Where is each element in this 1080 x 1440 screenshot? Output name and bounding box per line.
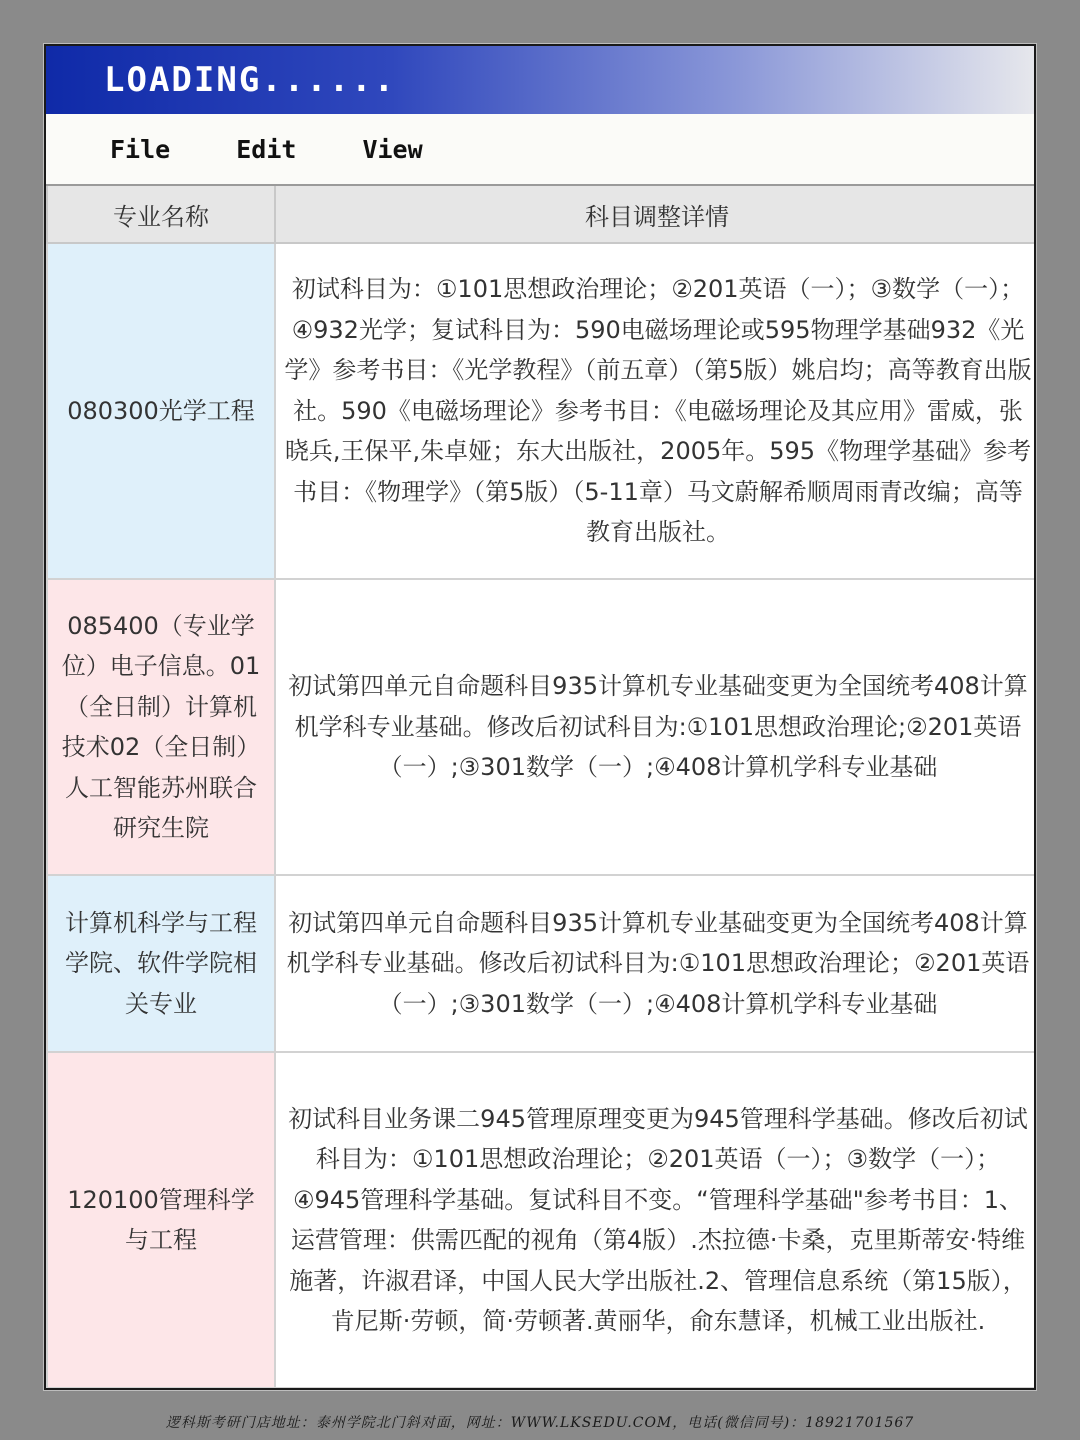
table-row: [47, 1052, 1036, 1388]
major-name-cell: 080300光学工程: [47, 243, 275, 579]
detail-cell: 初试科目为：①101思想政治理论；②201英语（一）；③数学（一）；④932光学；复试科目为：590电磁场理论或595物理学基础932《光学》参考书目：《光学教程》（前五章）（第5版）姚启均；高等教育出版社。590《电磁场理论》参考书目：《电磁场理论及其应用》雷威，张晓兵,王保平,朱卓娅；东大出版社，2005年。595《物理学基础》参考书目：《物理学》（第5版）（5-11章）马文蔚解希顺周雨青改编；高等教育出版社。: [275, 243, 1036, 579]
retro-window: [44, 44, 1036, 1390]
window-title: LOADING......: [104, 60, 397, 100]
footer-contact-info: 逻科斯考研门店地址：泰州学院北门斜对面，网址：WWW.LKSEDU.COM，电话(微信同号)：18921701567: [165, 1415, 915, 1431]
major-name-cell: 120100管理科学与工程: [47, 1052, 275, 1388]
table-row: [47, 579, 1036, 875]
header-adjustment-detail: 科目调整详情: [275, 186, 1036, 243]
major-name-cell: 计算机科学与工程学院、软件学院相关专业: [47, 875, 275, 1052]
major-name-cell: 085400（专业学位）电子信息。01（全日制）计算机技术02（全日制）人工智能苏州联合研究生院: [47, 579, 275, 875]
header-major-name: 专业名称: [47, 186, 275, 243]
subject-adjustment-table: [46, 186, 1036, 1389]
menu-file[interactable]: File: [110, 134, 171, 164]
menu-edit[interactable]: Edit: [236, 134, 297, 164]
table-row: [47, 243, 1036, 579]
title-bar[interactable]: [46, 46, 1034, 114]
menu-bar: [46, 114, 1034, 186]
detail-cell: 初试科目业务课二945管理原理变更为945管理科学基础。修改后初试科目为：①101思想政治理论；②201英语（一）；③数学（一）；④945管理科学基础。复试科目不变。“管理科学基础"参考书目：1、运营管理：供需匹配的视角（第4版）.杰拉德·卡桑，克里斯蒂安·特维施著，许淑君译，中国人民大学出版社.2、管理信息系统（第15版），肯尼斯·劳顿，简·劳顿著.黄丽华，俞东慧译，机械工业出版社.: [275, 1052, 1036, 1388]
table-row: [47, 875, 1036, 1052]
detail-cell: 初试第四单元自命题科目935计算机专业基础变更为全国统考408计算机学科专业基础。修改后初试科目为:①101思想政治理论;②201英语（一）;③301数学（一）;④408计算机学科专业基础: [275, 579, 1036, 875]
table-header-row: [47, 186, 1036, 243]
menu-view[interactable]: View: [362, 134, 423, 164]
detail-cell: 初试第四单元自命题科目935计算机专业基础变更为全国统考408计算机学科专业基础。修改后初试科目为:①101思想政治理论；②201英语（一）;③301数学（一）;④408计算机学科专业基础: [275, 875, 1036, 1052]
